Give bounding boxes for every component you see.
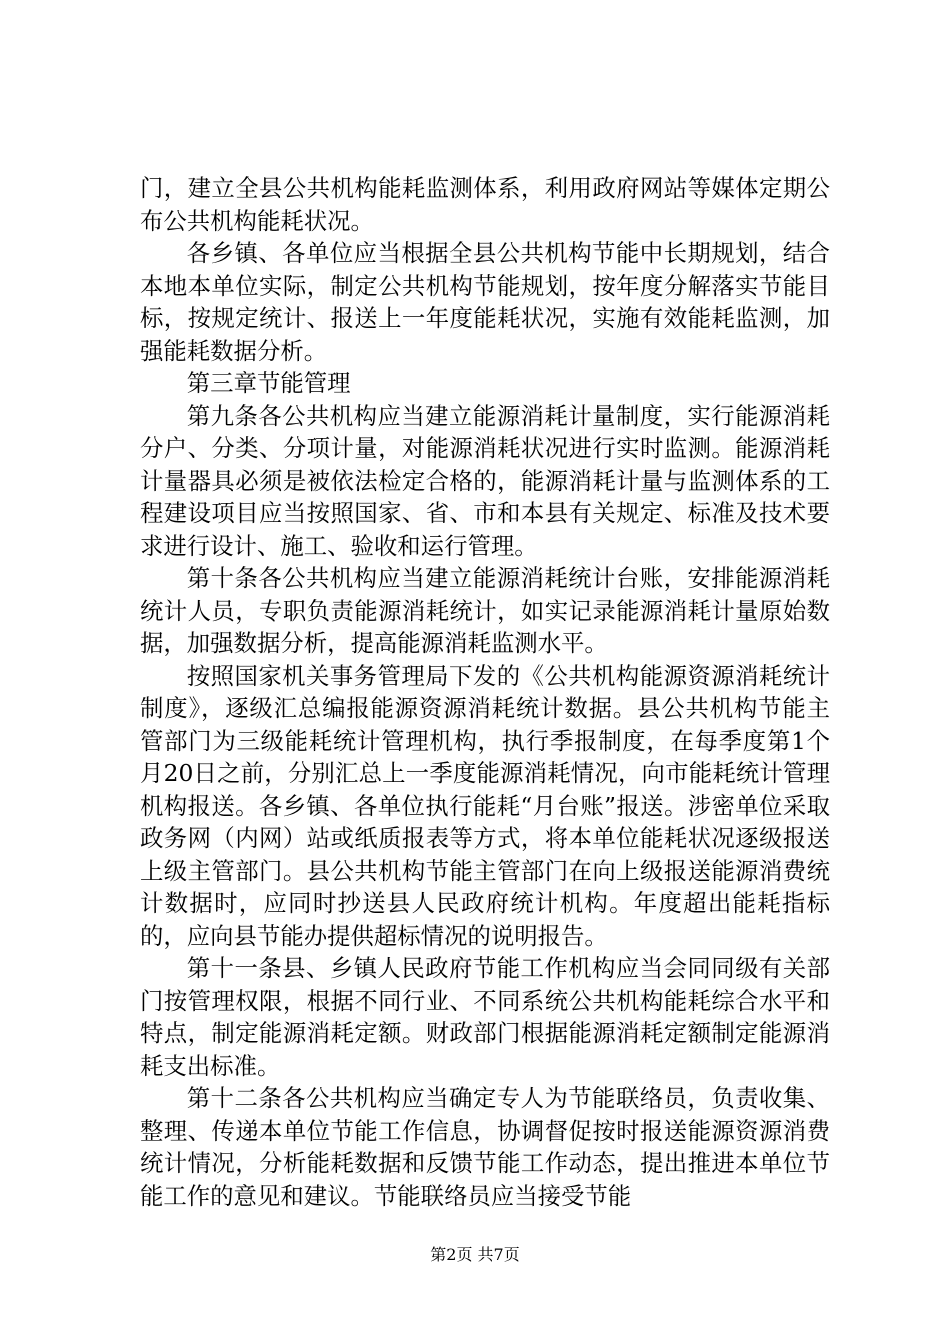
article-9: 第九条各公共机构应当建立能源消耗计量制度，实行能源消耗分户、分类、分项计量，对能源消耗状况进行实时监测。能源消耗计量器具必须是被依法检定合格的，能源消耗计量与监测体系的工程建设项目应当按照国家、省、市和本县有关规定、标准及技术要求进行设计、施工、验收和运行管理。: [140, 401, 830, 560]
chapter-heading: 第三章节能管理: [186, 369, 351, 397]
document-body: [140, 172, 830, 1212]
paragraph-2: 各乡镇、各单位应当根据全县公共机构节能中长期规划，结合本地本单位实际，制定公共机构节能规划，按年度分解落实节能目标，按规定统计、报送上一年度能耗状况，实施有效能耗监测，加强能耗数据分析。: [140, 239, 830, 365]
article-10: 第十条各公共机构应当建立能源消耗统计台账，安排能源消耗统计人员，专职负责能源消耗统计，如实记录能源消耗计量原始数据，加强数据分析，提高能源消耗监测水平。: [140, 564, 830, 657]
article-11: 第十一条县、乡镇人民政府节能工作机构应当会同同级有关部门按管理权限，根据不同行业、不同系统公共机构能耗综合水平和特点，制定能源消耗定额。财政部门根据能源消耗定额制定能源消耗支出标准。: [140, 954, 830, 1080]
article-12: 第十二条各公共机构应当确定专人为节能联络员，负责收集、整理、传递本单位节能工作信息，协调督促按时报送能源资源消费统计情况，分析能耗数据和反馈节能工作动态，提出推进本单位节能工作的意见和建议。节能联络员应当接受节能: [140, 1084, 830, 1210]
paragraph-1: 门，建立全县公共机构能耗监测体系，利用政府网站等媒体定期公布公共机构能耗状况。: [140, 174, 830, 235]
page-number-footer: 第2页 共7页: [430, 1245, 520, 1264]
statistics-paragraph: 按照国家机关事务管理局下发的《公共机构能源资源消耗统计制度》，逐级汇总编报能源资源消耗统计数据。县公共机构节能主管部门为三级能耗统计管理机构，执行季报制度，在每季度第1个月20日之前，分别汇总上一季度能源消耗情况，向市能耗统计管理机构报送。各乡镇、各单位执行能耗“月台账”报送。涉密单位采取政务网（内网）站或纸质报表等方式，将本单位能耗状况逐级报送上级主管部门。县公共机构节能主管部门在向上级报送能源消费统计数据时，应同时抄送县人民政府统计机构。年度超出能耗指标的，应向县节能办提供超标情况的说明报告。: [140, 661, 830, 950]
